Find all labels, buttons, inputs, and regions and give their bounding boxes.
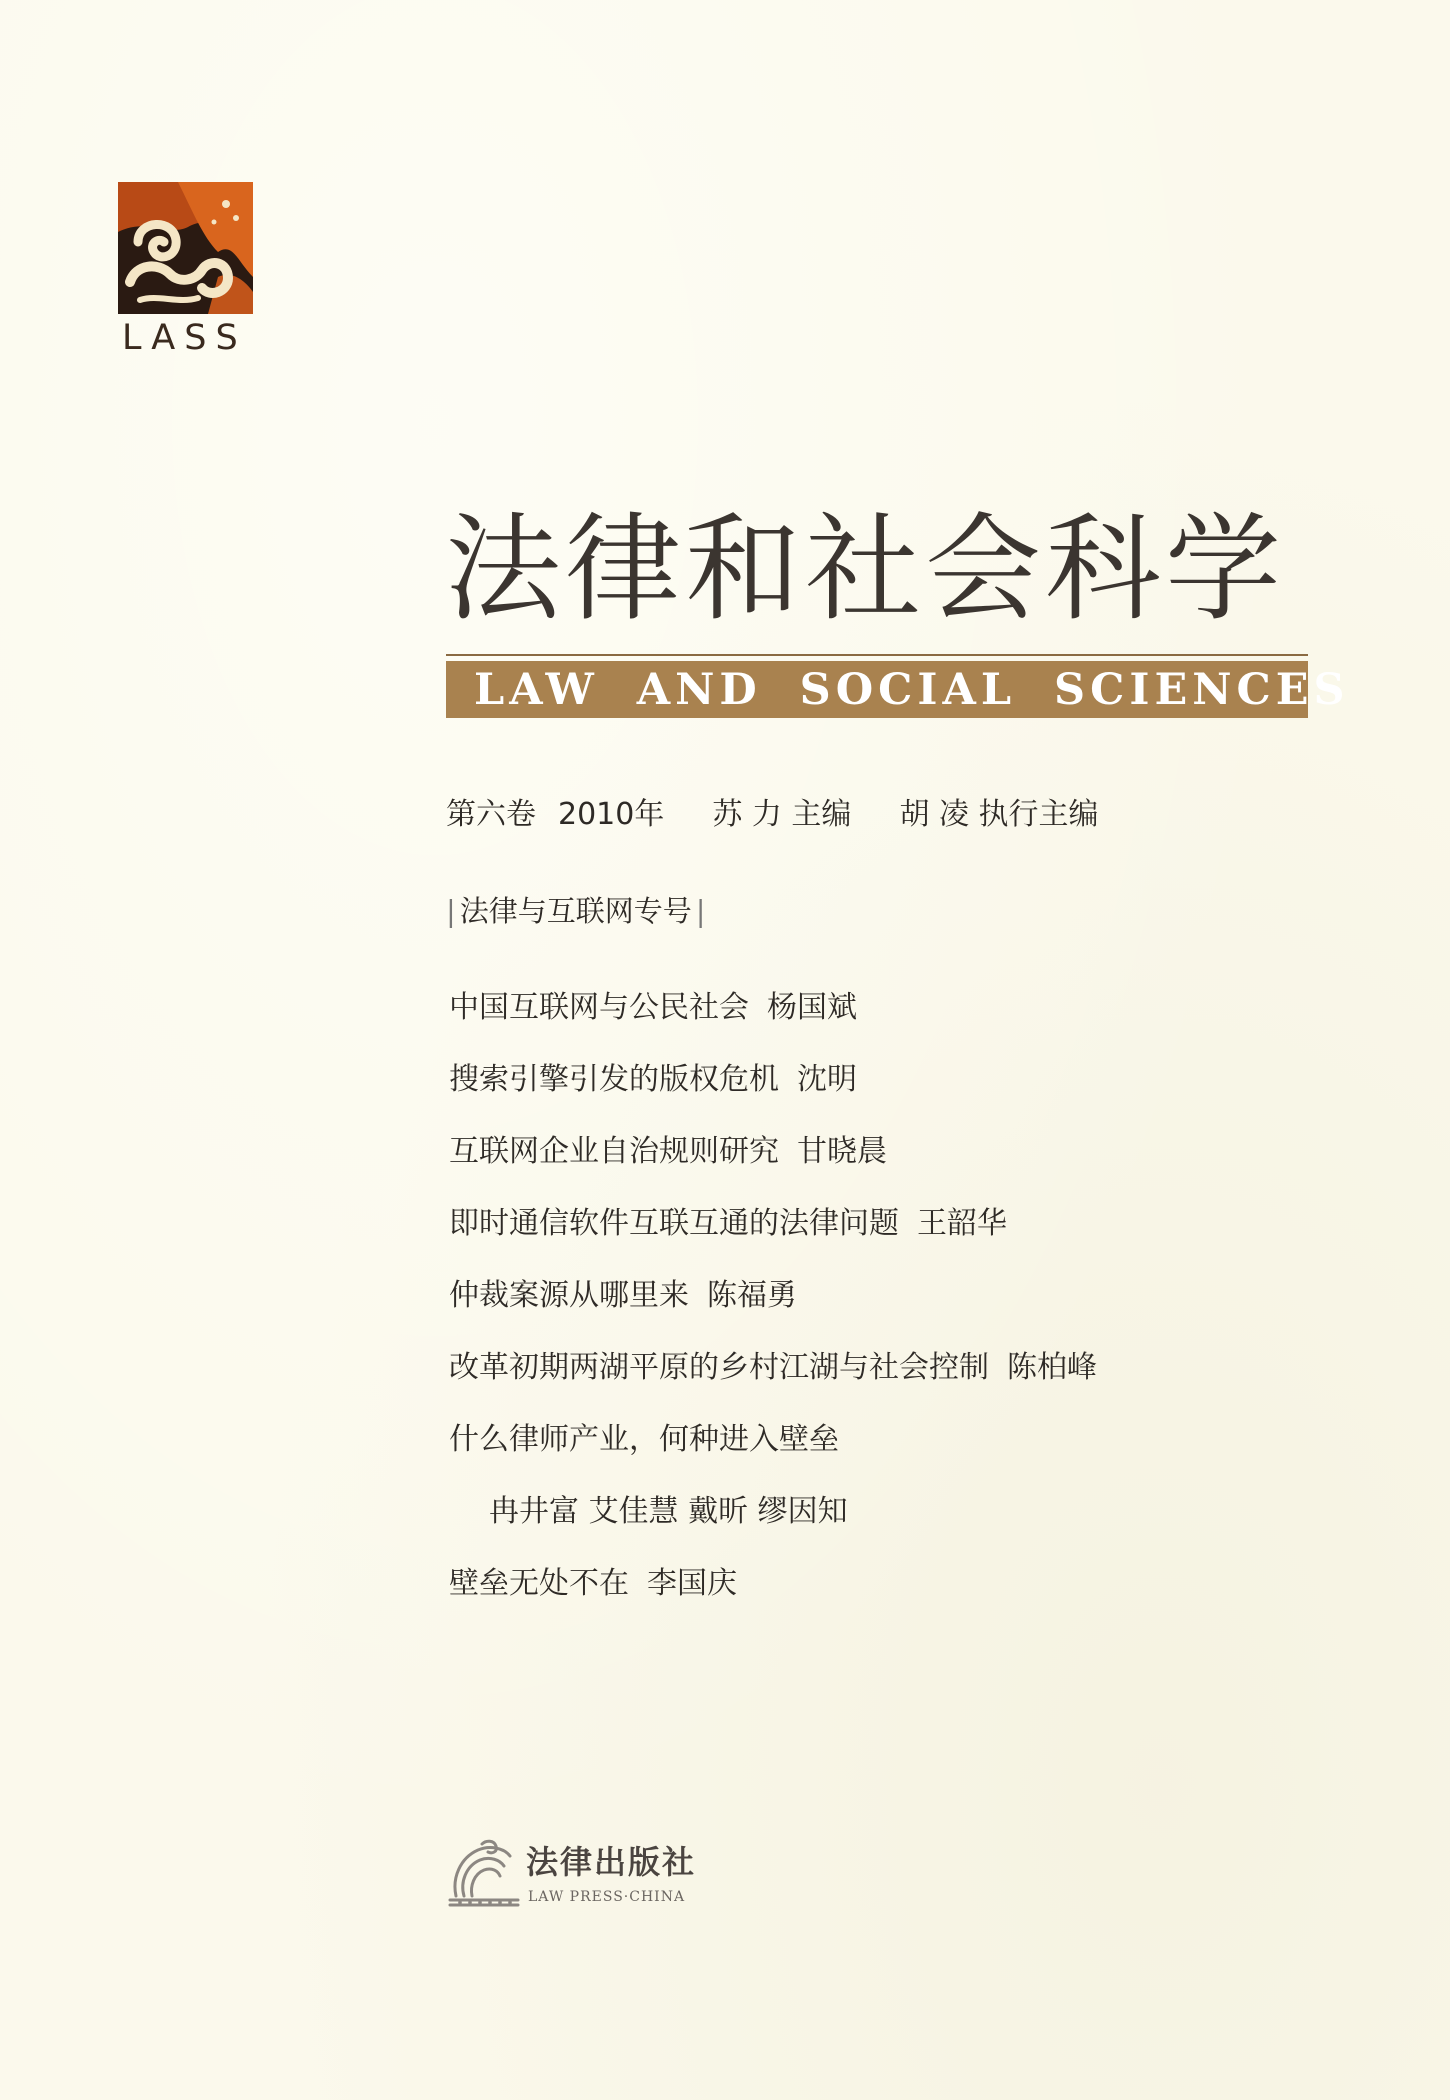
article-author: 冉井富 艾佳慧 戴昕 缪因知 <box>489 1494 848 1529</box>
executive-editor: 胡 凌 执行主编 <box>899 797 1099 832</box>
article-author: 李国庆 <box>647 1566 737 1601</box>
article-author: 陈柏峰 <box>1007 1350 1097 1385</box>
toc-item <box>449 1278 1249 1314</box>
article-author: 陈福勇 <box>707 1278 797 1313</box>
article-title: 搜索引擎引发的版权危机 <box>449 1062 779 1097</box>
article-title: 壁垒无处不在 <box>449 1566 629 1601</box>
english-title: LAW AND SOCIAL SCIENCES <box>474 665 1350 715</box>
article-author: 甘晓晨 <box>797 1134 887 1169</box>
special-issue-bar-left: | <box>446 894 456 928</box>
article-title: 即时通信软件互联互通的法律问题 <box>449 1206 899 1241</box>
toc-item <box>449 1134 1249 1170</box>
title-rule <box>446 654 1308 656</box>
lass-logo-icon <box>118 182 253 314</box>
lass-logo-text: LASS <box>122 318 247 358</box>
article-title: 改革初期两湖平原的乡村江湖与社会控制 <box>449 1350 989 1385</box>
toc-item <box>449 1350 1249 1386</box>
volume-number: 第六卷 <box>446 797 536 832</box>
article-author: 王韶华 <box>917 1206 1007 1241</box>
special-issue-label: 法律与互联网专号 <box>459 894 692 928</box>
special-issue <box>442 891 710 931</box>
article-author: 杨国斌 <box>767 990 857 1025</box>
chinese-title: 法律和社会科学 <box>445 502 1285 637</box>
toc-item <box>449 1206 1249 1242</box>
toc-item-authors-continued <box>449 1494 1249 1530</box>
toc-item <box>449 1422 1249 1458</box>
chief-editor: 苏 力 主编 <box>712 797 852 832</box>
table-of-contents <box>449 990 1249 1638</box>
publisher-logo-icon <box>446 1838 522 1908</box>
special-issue-bar-right: | <box>695 894 706 928</box>
article-title: 互联网企业自治规则研究 <box>449 1134 779 1169</box>
article-title: 什么律师产业，何种进入壁垒 <box>449 1422 839 1457</box>
toc-item <box>449 1566 1249 1602</box>
volume-year: 2010年 <box>558 797 665 832</box>
toc-item <box>449 990 1249 1026</box>
article-title: 仲裁案源从哪里来 <box>449 1278 689 1313</box>
publisher-name-chinese: 法律出版社 <box>526 1843 697 1881</box>
article-title: 中国互联网与公民社会 <box>449 990 749 1025</box>
article-author: 沈明 <box>797 1062 857 1097</box>
toc-item <box>449 1062 1249 1098</box>
publisher-name-english: LAW PRESS·CHINA <box>528 1889 686 1905</box>
volume-line <box>446 795 1121 835</box>
